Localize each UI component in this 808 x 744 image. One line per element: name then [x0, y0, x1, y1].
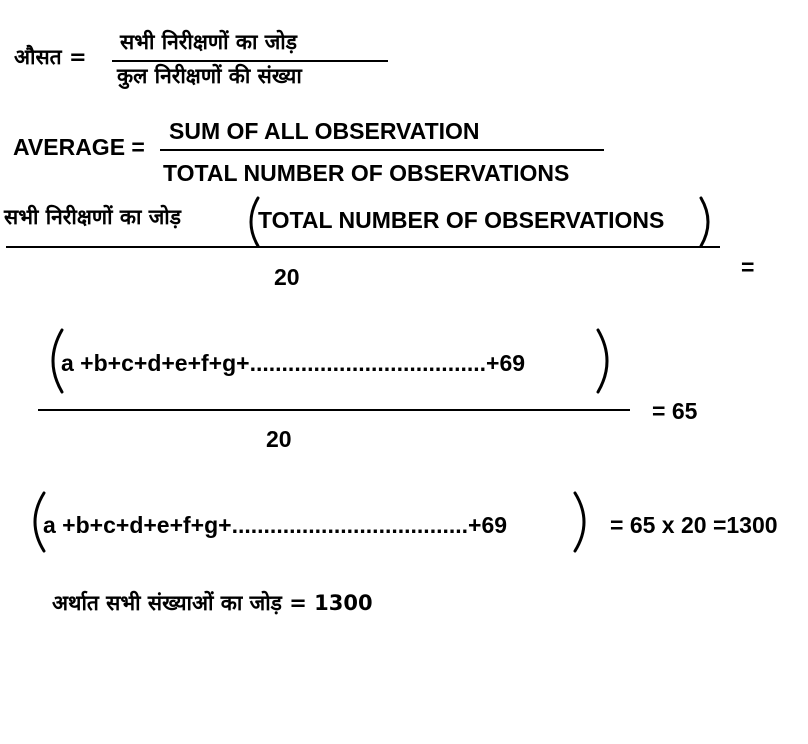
expanded-result: = 65 [652, 398, 698, 424]
expanded-numerator: a +b+c+d+e+f+g+.....................................+69 [61, 350, 526, 376]
english-numerator: SUM OF ALL OBSERVATION [169, 118, 480, 144]
expanded-denominator: 20 [266, 426, 292, 452]
substitution-denominator: 20 [274, 264, 300, 290]
right-parenthesis [594, 328, 618, 394]
right-parenthesis [571, 491, 595, 553]
english-denominator: TOTAL NUMBER OF OBSERVATIONS [163, 160, 570, 186]
hindi-average-label: औसत = [14, 45, 87, 69]
right-parenthesis [697, 196, 717, 248]
expanded-fraction-bar [38, 409, 630, 411]
conclusion-text: अर्थात सभी संख्याओं का जोड़ = 1300 [52, 591, 373, 615]
product-expression: a +b+c+d+e+f+g+.....................................+69 [43, 512, 508, 538]
english-fraction-bar [160, 149, 604, 151]
hindi-denominator: कुल निरीक्षणों की संख्या [117, 64, 302, 88]
product-result: = 65 x 20 =1300 [610, 512, 778, 538]
substitution-hindi-numerator: सभी निरीक्षणों का जोड़ [4, 205, 181, 229]
hindi-fraction-bar [112, 60, 388, 62]
hindi-numerator: सभी निरीक्षणों का जोड़ [120, 30, 297, 54]
english-average-label: AVERAGE = [13, 134, 145, 160]
substitution-fraction-bar [6, 246, 720, 248]
substitution-equals: = [741, 254, 755, 280]
substitution-english-numerator: TOTAL NUMBER OF OBSERVATIONS [258, 207, 665, 233]
